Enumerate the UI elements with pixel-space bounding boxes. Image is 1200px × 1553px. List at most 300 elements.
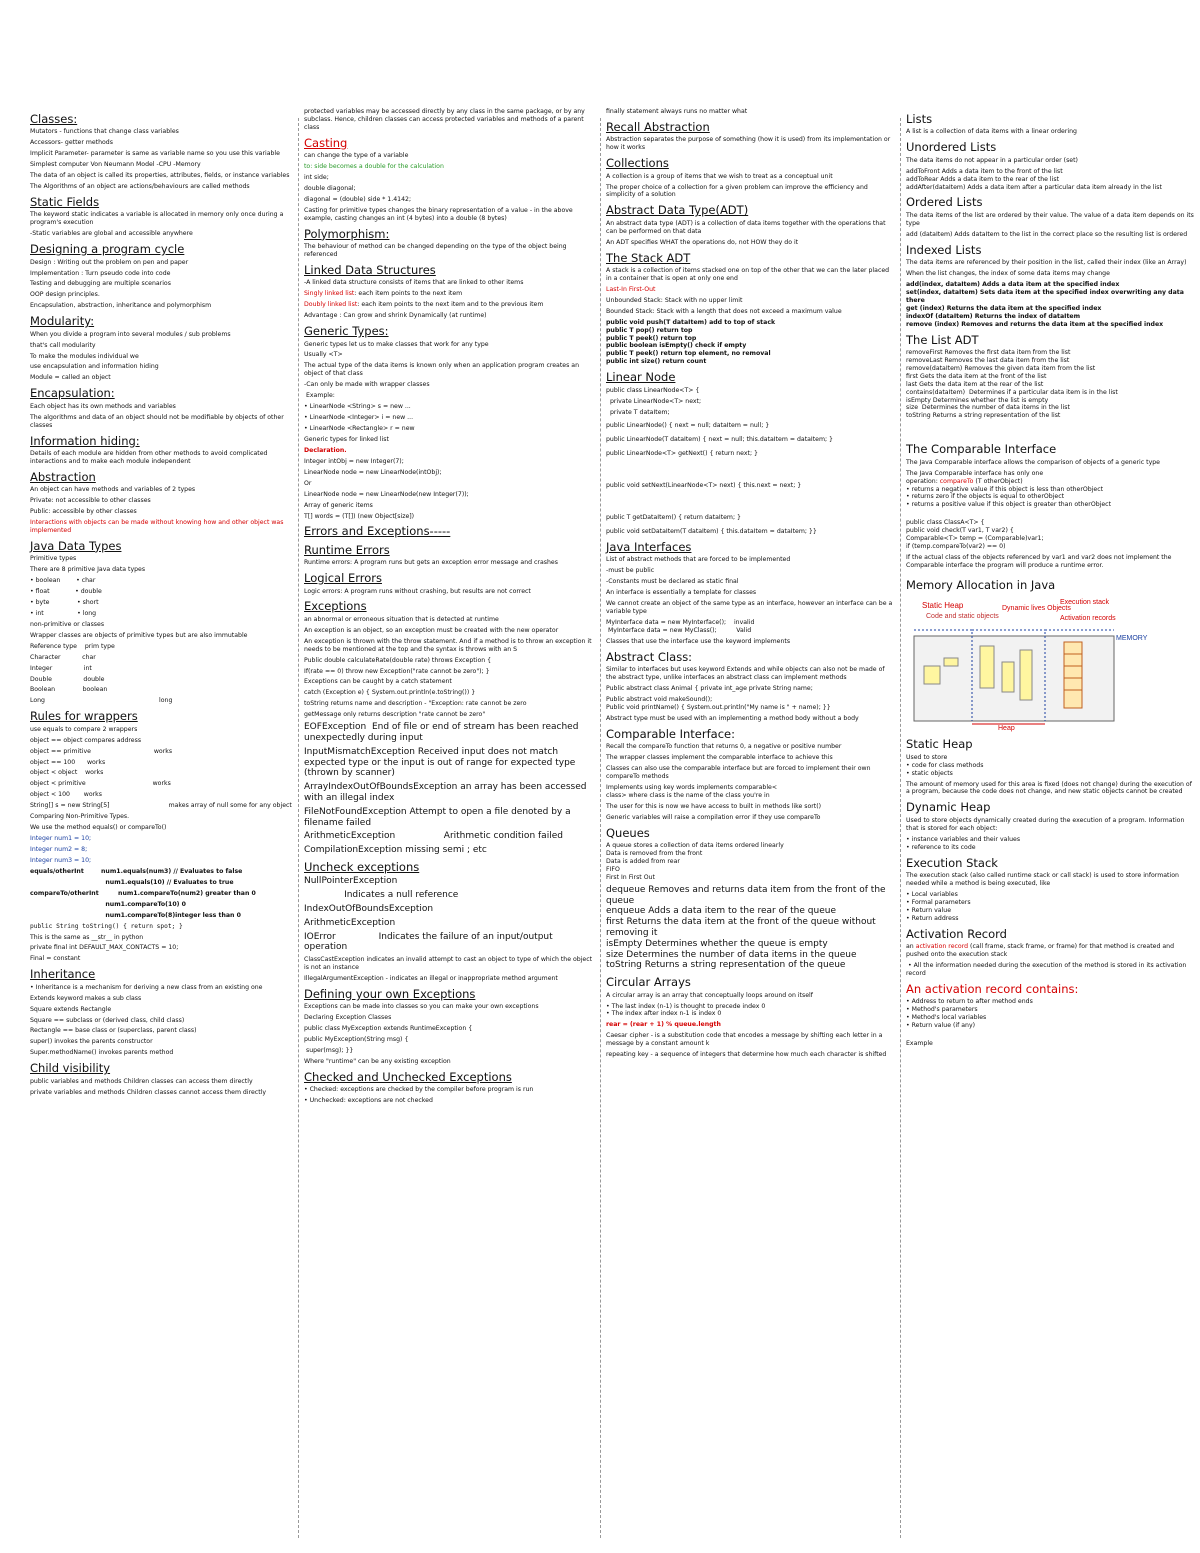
text: private final int DEFAULT_MAX_CONTACTS = 10; <box>30 944 179 952</box>
text: class> where class is the name of the class you're in <box>606 791 770 799</box>
text: • returns a negative value if this object is less than otherObject <box>906 485 1104 493</box>
text: An interface is essentially a template for classes <box>606 589 757 597</box>
section-heading: Rules for wrappers <box>30 709 138 724</box>
text: Data is removed from the front <box>606 850 703 858</box>
section-heading: Recall Abstraction <box>606 119 710 134</box>
section-heading: Information hiding: <box>30 433 140 448</box>
text: ArithmeticException <box>304 917 396 928</box>
section-heading: Memory Allocation in Java <box>906 577 1056 592</box>
text: • Method's parameters <box>906 1005 978 1013</box>
text: finally statement always runs no matter what <box>606 108 748 115</box>
text: The wrapper classes implement the comparable interface to achieve this <box>606 754 833 762</box>
text: Unbounded Stack: Stack with no upper limit <box>606 296 743 304</box>
text: dequeue Removes and returns data item from the front of the queue <box>606 884 889 906</box>
text: IndexOutOfBoundsException <box>304 903 434 914</box>
section-heading: An activation record contains: <box>906 981 1079 996</box>
text: isEmpty Determines whether the queue is empty <box>606 938 828 949</box>
section-heading: Classes: <box>30 112 78 126</box>
text <box>906 478 1196 486</box>
text: object < 100 works <box>30 791 102 799</box>
text: Extends keyword makes a sub class <box>30 994 142 1002</box>
text: Classes can also use the comparable interface but are forced to implement their own compareTo methods <box>606 765 873 781</box>
text: repeating key - a sequence of integers that determine how much each character is shifted <box>606 1051 887 1059</box>
text: MyInterface data = new MyInterface(); invalid <box>606 619 755 627</box>
text: object == object compares address <box>30 736 142 744</box>
section-heading: Activation Record <box>906 926 1007 941</box>
text: OOP design principles. <box>30 291 100 299</box>
text: Rectangle == base class or (superclass, parent class) <box>30 1027 197 1035</box>
text: Abstraction separates the purpose of something (how it is used) from its implementation or how it works <box>606 136 893 152</box>
text: public MyException(String msg) { <box>304 1036 409 1044</box>
text: removeLast Removes the last data item from the list <box>906 356 1070 364</box>
text: Details of each module are hidden from other methods to avoid complicated interactions and to make each module independent <box>30 449 270 465</box>
text: Public abstract class Animal { private int_age private String name; <box>606 685 813 693</box>
text: Usually <T> <box>304 351 343 359</box>
section-heading: Comparable Interface: <box>606 726 735 741</box>
text: FileNotFoundException Attempt to open a file denoted by a filename failed <box>304 806 574 828</box>
section-heading: Runtime Errors <box>304 542 390 557</box>
text: double diagonal; <box>304 185 356 192</box>
text: The data items do not appear in a particular order (set) <box>906 156 1078 164</box>
text: private variables and methods Children classes cannot access them directly <box>30 1088 267 1096</box>
section-heading: Checked and Unchecked Exceptions <box>304 1069 512 1084</box>
text: -must be public <box>606 567 655 575</box>
section-heading: Polymorphism: <box>304 226 390 241</box>
text: Exceptions can be caught by a catch statement <box>304 678 452 686</box>
text: first Returns the data item at the front of the queue without removing it <box>606 917 879 938</box>
text: Classes that use the interface use the keyword implements <box>606 637 791 645</box>
text: Mutators - functions that change class variables <box>30 128 179 136</box>
text: NullPointerException <box>304 876 398 887</box>
text: super() invokes the parents constructor <box>30 1038 153 1046</box>
text: There are 8 primitive Java data types <box>30 566 146 574</box>
text: last Gets the data item at the rear of the list <box>906 380 1044 388</box>
text: object < object works <box>30 769 104 777</box>
text: The Algorithms of an object are actions/behaviours are called methods <box>30 183 250 191</box>
code-text: public T pop() return top <box>606 326 693 334</box>
text: addToRear Adds a data item to the rear of the list <box>906 175 1060 183</box>
text: • Return value (if any) <box>906 1021 976 1029</box>
text: (T otherObject) <box>973 477 1023 485</box>
text: Caesar cipher - is a substitution code that encodes a message by shifting each letter in a message by a constant amount k <box>606 1032 885 1048</box>
text: An exception is thrown with the throw statement. And if a method is to throw an exception it needs to be mentioned at the top and the syntax is throws with an S <box>304 637 594 653</box>
text: • The last index (n-1) is thought to precede index 0 <box>606 1002 766 1010</box>
section-heading: Java Data Types <box>30 538 122 553</box>
text: The proper choice of a collection for a given problem can improve the efficiency and simplicity of a solution <box>606 183 870 199</box>
text: Accessors- getter methods <box>30 139 113 147</box>
code-text: public String toString() { return spot; } <box>30 922 183 930</box>
section-heading: Linked Data Structures <box>304 263 436 277</box>
text: public void setDataItem(T dataItem) { this.dataItem = dataItem; }} <box>606 528 817 536</box>
section-heading: The Comparable Interface <box>906 442 1057 457</box>
text: catch (Exception e) { System.out.println(e.toString()) } <box>304 689 476 697</box>
memory-diagram <box>910 596 1148 733</box>
text: EOFException End of file or end of stream has been reached unexpectedly during input <box>304 722 582 743</box>
section-heading: Logical Errors <box>304 571 382 586</box>
static-object-block <box>944 658 958 666</box>
text: contains(dataItem) Determines if a particular data item is in the list <box>906 388 1118 396</box>
section-heading: The Stack ADT <box>606 250 691 265</box>
section-heading: Queues <box>606 825 650 840</box>
text: Advantage : Can grow and shrink Dynamically (at runtime) <box>304 312 487 320</box>
text: add(index, dataItem) Adds a data item at the specified index <box>906 280 1120 288</box>
section-heading: Indexed Lists <box>906 242 982 257</box>
text: T[] words = (T[]) (new Object[size]) <box>304 512 415 520</box>
text: First In First Out <box>606 873 655 881</box>
text: private LinearNode<T> next; <box>606 397 702 405</box>
section-heading: Static Fields <box>30 195 100 209</box>
text: If the actual class of the objects referenced by var1 and var2 does not implement the Comparable interface the program will produce a runtime error. <box>906 554 1174 569</box>
text: LinearNode node = new LinearNode(intObj); <box>304 468 442 476</box>
code-text: public T peek() return top element, no removal <box>606 350 771 358</box>
section-heading: The List ADT <box>906 332 979 347</box>
code-text: public T peek() return top <box>606 334 697 342</box>
text: • returns zero if the objects is equal to otherObject <box>906 493 1065 501</box>
text: super(msg); }} <box>304 1047 354 1055</box>
text: Design : Writing out the problem on pen and paper <box>30 258 189 266</box>
text: Indicates a null reference <box>304 890 459 901</box>
text: Generic types let us to make classes that work for any type <box>304 340 489 348</box>
text: The data items are referenced by their position in the list, called their index (like an Array) <box>906 259 1187 266</box>
text: Each object has its own methods and variables <box>30 402 176 410</box>
code-text: num1.compareTo(8)integer less than 0 <box>30 911 241 919</box>
text <box>304 301 594 309</box>
text: List of abstract methods that are forced to be implemented <box>606 556 791 564</box>
text: Long long <box>30 697 173 705</box>
code-static-label: Code and static objects <box>926 613 999 621</box>
text: ArrayIndexOutOfBoundsException an array has been accessed with an illegal index <box>304 782 590 803</box>
text: an abnormal or erroneous situation that is detected at runtime <box>304 615 499 623</box>
highlight-text: Interactions with objects can be made without knowing how and other object was implemented <box>30 518 286 534</box>
section-heading: Collections <box>606 156 669 171</box>
text: can change the type of a variable <box>304 152 409 160</box>
text: Generic types for linked list <box>304 435 389 443</box>
text: Private: not accessible to other classes <box>30 497 151 505</box>
text: remove (index) Removes and returns the data item at the specified index <box>906 320 1164 328</box>
text: This is the same as __str__ in python <box>30 933 144 941</box>
section-heading: Defining your own Exceptions <box>304 986 476 1001</box>
text: Reference type prim type <box>30 642 115 650</box>
text: An abstract data type (ADT) is a collection of data items together with the operations that can be performed on that data <box>606 219 888 235</box>
cheat-sheet-page <box>30 108 1200 1548</box>
text: FIFO <box>606 865 620 873</box>
section-heading: Designing a program cycle <box>30 242 185 257</box>
text: an <box>906 942 916 950</box>
text: The actual type of the data items is known only when an application program creates an object of that class <box>304 362 581 378</box>
section-heading: Ordered Lists <box>906 195 983 210</box>
text: ClassCastException indicates an invalid attempt to cast an object to type of which the object is not an instance <box>304 956 595 972</box>
text: IllegalArgumentException - indicates an illegal or inappropriate method argument <box>304 974 558 982</box>
text: A list is a collection of data items with a linear ordering <box>906 128 1077 136</box>
text: The keyword static indicates a variable is allocated in memory only once during a program's execution <box>30 211 286 227</box>
text: indexOf (dataItem) Returns the index of dataItem <box>906 312 1081 320</box>
highlight-text: activation record <box>915 942 969 950</box>
text: • Return address <box>906 914 959 922</box>
text: IOError Indicates the failure of an input/output operation <box>304 931 556 953</box>
text: toString returns name and description - "Exception: rate cannot be zero <box>304 700 527 708</box>
section-heading: Uncheck exceptions <box>304 859 420 874</box>
text: The execution stack (also called runtime stack or call stack) is used to store information needed while a method is being executed, like <box>906 871 1181 887</box>
highlight-text: compareTo <box>939 477 974 485</box>
code-text: public int size() return count <box>606 358 707 366</box>
section-heading: Unordered Lists <box>906 140 997 155</box>
static-object-block <box>924 666 940 684</box>
text: public void setNext(LinearNode<T> next) { this.next = next; } <box>606 482 802 490</box>
text: public LinearNode<T> getNext() { return next; } <box>606 450 758 458</box>
execution-stack-label: Execution stack <box>1060 599 1110 607</box>
text: size Determines the number of data items in the list <box>906 404 1070 412</box>
section-heading: Generic Types: <box>304 324 389 339</box>
section-heading: Circular Arrays <box>606 975 691 990</box>
text: Integer intObj = new Integer(7); <box>304 457 404 465</box>
code-text: public void push(T dataItem) add to top of stack <box>606 318 776 326</box>
text: Where "runtime" can be any existing exception <box>304 1057 451 1065</box>
code-text: Integer num2 = 8; <box>30 846 88 853</box>
text: object == 100 works <box>30 758 106 766</box>
text: addToFront Adds a data item to the front of the list <box>906 167 1063 175</box>
text: To make the modules individual we <box>30 352 139 360</box>
code-text: num1.equals(10) // Evaluates to true <box>30 878 234 886</box>
text: Public double calculateRate(double rate) throws Exception { <box>304 656 492 664</box>
text <box>304 290 594 298</box>
text: • Inheritance is a mechanism for deriving a new class from an existing one <box>30 983 263 991</box>
text: Public void printName() { System.out.println("My name is " + name); }} <box>606 704 831 711</box>
section-heading: Static Heap <box>906 737 973 752</box>
heap-object-block <box>980 646 994 688</box>
text: Primitive types <box>30 555 77 563</box>
text: Comparable<T> temp = (Comparable)var1; <box>906 535 1044 543</box>
text: -A linked data structure consists of items that are linked to other items <box>304 279 524 287</box>
code-text: Integer num1 = 10; <box>30 835 92 843</box>
heap-object-block <box>1002 662 1014 692</box>
text: Testing and debugging are multiple scenarios <box>30 280 171 288</box>
text: remove(dataItem) Removes the given data item from the list <box>906 364 1096 372</box>
text: The data of an object is called its properties, attributes, fields, or instance variables <box>30 172 290 180</box>
highlight-text: Doubly linked list <box>304 301 358 309</box>
text: The Java Comparable interface has only one <box>906 469 1044 477</box>
text: Super.methodName() invokes parents method <box>30 1049 174 1057</box>
column-3 <box>606 108 896 1538</box>
text: An object can have methods and variables of 2 types <box>30 486 196 494</box>
text: • boolean • char <box>30 577 96 585</box>
text: An exception is an object, so an exception must be created with the new operator <box>304 626 559 634</box>
text: isEmpty Determines whether the list is empty <box>906 396 1049 404</box>
text: int side; <box>304 174 329 182</box>
text: An ADT specifies WHAT the operations do, not HOW they do it <box>606 238 799 246</box>
text: object == primitive works <box>30 747 173 755</box>
section-heading: Child visibility <box>30 1061 111 1076</box>
column-1 <box>30 108 292 1538</box>
text: Implements using key words implements comparable< <box>606 784 778 791</box>
memory-diagram-svg <box>910 596 1148 733</box>
text: Simplest computer Von Neumann Model -CPU -Memory <box>30 161 201 169</box>
text: • The index after index n-1 is index 0 <box>606 1010 722 1018</box>
text: • Unchecked: exceptions are not checked <box>304 1097 433 1105</box>
text: MyInterface data = new MyClass(); Valid <box>606 627 752 634</box>
code-text: equals/otherInt num1.equals(num3) // Evaluates to false <box>30 867 243 875</box>
section-heading: Lists <box>906 112 933 126</box>
code-text: public boolean isEmpty() check if empty <box>606 342 747 350</box>
text: Module = called an object <box>30 374 111 382</box>
text: When you divide a program into several modules / sub problems <box>30 330 231 338</box>
text: size Determines the number of data items in the queue <box>606 949 857 960</box>
text: • LinearNode <Rectangle> r = new <box>304 425 415 432</box>
column-divider <box>298 118 299 1538</box>
text: Encapsulation, abstraction, inheritance and polymorphism <box>30 302 212 310</box>
text: • Local variables <box>906 890 958 898</box>
text: Used to store objects dynamically created during the execution of a program. Information that is stored for each object: <box>906 816 1187 832</box>
section-heading: Java Interfaces <box>606 540 692 555</box>
text: A queue stores a collection of data items ordered linearly <box>606 842 784 850</box>
text: Implementation : Turn pseudo code into code <box>30 269 171 277</box>
text: public T getDataItem() { return dataItem; } <box>606 514 741 522</box>
text: Boolean boolean <box>30 686 108 694</box>
text: • Address to return to after method ends <box>906 998 1033 1005</box>
text: Data is added from rear <box>606 858 680 865</box>
text: The user for this is now we have access to built in methods like sort() <box>606 802 822 810</box>
text: A stack is a collection of items stacked one on top of the other that we can the later placed in a container that is open at only one end <box>606 266 892 282</box>
text: Integer int <box>30 664 92 672</box>
text: Public abstract void makeSound(); <box>606 696 713 704</box>
text: Final = constant <box>30 955 81 963</box>
text: Example <box>906 1039 933 1047</box>
text: if (temp.compareTo(var2) == 0) <box>906 543 1006 551</box>
column-divider <box>600 118 601 1538</box>
heap-label: Heap <box>998 725 1015 733</box>
text: operation: <box>906 477 940 485</box>
text: Double double <box>30 675 105 683</box>
stack-frame-block <box>1064 642 1082 708</box>
text: -Static variables are global and accessible anywhere <box>30 230 193 238</box>
section-heading: Errors and Exceptions----- <box>304 524 451 539</box>
text: The data items of the list are ordered by their value. The value of a data item depends on its type <box>906 211 1196 227</box>
text: • Return value <box>906 906 952 914</box>
text: public LinearNode(T dataItem) { next = null; this.dataItem = dataItem; } <box>606 436 833 444</box>
text: Casting for primitive types changes the binary representation of a value - in the above example, casting changes an int (4 bytes) into a double (8 bytes) <box>304 206 575 222</box>
section-heading: Inheritance <box>30 967 96 982</box>
section-heading: Casting <box>304 135 348 150</box>
highlight-text: rear = (rear + 1) % queue.length <box>606 1021 721 1029</box>
text: public class LinearNode<T> { <box>606 386 700 394</box>
text: addAfter(dataItem) Adds a data item after a particular data item already in the list <box>906 183 1162 191</box>
text: • code for class methods <box>906 761 984 769</box>
text: getMessage only returns description "rate cannot be zero" <box>304 711 486 719</box>
text: • All the information needed during the execution of the method is stored in its activation record <box>906 961 1189 977</box>
memory-label: MEMORY <box>1116 635 1148 643</box>
text: -Can only be made with wrapper classes <box>304 381 430 389</box>
text: Wrapper classes are objects of primitive types but are also immutable <box>30 631 248 639</box>
text: • static objects <box>906 769 953 777</box>
highlight-text: to: side becomes a double for the calculation <box>304 163 444 171</box>
text: toString Returns a string representation of the list <box>906 412 1061 420</box>
text: Abstract type must be used with an implementing a method body without a body <box>606 714 859 722</box>
section-heading: Encapsulation: <box>30 386 115 401</box>
text: public LinearNode() { next = null; dataItem = null; } <box>606 422 770 430</box>
text: -Constants must be declared as static final <box>606 578 739 586</box>
text: public class ClassA<T> { <box>906 519 985 527</box>
text: diagonal = (double) side * 1.4142; <box>304 195 412 203</box>
section-heading: Dynamic Heap <box>906 800 991 815</box>
text: object < primitive works <box>30 780 171 788</box>
text: • int • long <box>30 609 97 617</box>
text: Used to store <box>906 753 948 761</box>
column-divider <box>900 118 901 1538</box>
text: String[] s = new String[5] makes array of null some for any object <box>30 802 292 810</box>
text: Recall the compareTo function that returns 0, a negative or positive number <box>606 743 842 751</box>
section-heading: Exceptions <box>304 599 367 614</box>
text: add (dataItem) Adds dataItem to the list in the correct place so the resulting list is ordered <box>906 230 1188 238</box>
text: protected variables may be accessed directly by any class in the same package, or by any subclass. Hence, children classes can access protected variables and methods of a parent class <box>304 108 587 131</box>
text: set(index, dataItem) Sets data item at the specified index overwriting any data there <box>906 288 1187 304</box>
text: Array of generic items <box>304 501 373 509</box>
highlight-text: Declaration. <box>304 446 347 454</box>
text: If(rate == 0) throw new Exception("rate cannot be zero"); } <box>304 667 490 675</box>
text: public class MyException extends RuntimeException { <box>304 1025 473 1033</box>
highlight-text: Last-In First-Out <box>606 285 656 293</box>
text: Example: <box>304 392 335 400</box>
dynamic-label: Dynamic lives Objects <box>1002 605 1071 613</box>
text: We cannot create an object of the same type as an interface, however an interface can be a variable type <box>606 600 895 616</box>
text: Generic variables will raise a compilation error if they use compareTo <box>606 813 821 821</box>
text: Character char <box>30 653 96 661</box>
text: • returns a positive value if this object is greater than otherObject <box>906 501 1111 509</box>
text: • LinearNode <Integer> i = new ... <box>304 414 414 422</box>
text: Square == subclass or (derived class, child class) <box>30 1016 185 1024</box>
text: CompilationException missing semi ; etc <box>304 845 487 856</box>
text: Implicit Parameter- parameter is same as variable name so you use this variable <box>30 150 280 158</box>
text: • byte • short <box>30 598 99 606</box>
text: • Formal parameters <box>906 898 971 906</box>
text: LinearNode node = new LinearNode(new Integer(7)); <box>304 490 469 498</box>
text: Bounded Stack: Stack with a length that does not exceed a maximum value <box>606 307 842 315</box>
text: enqueue Adds a data item to the rear of the queue <box>606 906 836 917</box>
code-text: compareTo/otherInt num1.compareTo(num2) greater than 0 <box>30 889 256 897</box>
text: Logic errors: A program runs without crashing, but results are not correct <box>304 587 531 595</box>
text: Square extends Rectangle <box>30 1005 112 1013</box>
text: Similar to interfaces but uses keyword Extends and while objects can also not be made of the abstract type, unlike interfaces an abstract class can implement methods <box>606 666 887 682</box>
text: • Method's local variables <box>906 1013 987 1021</box>
code-text: num1.compareTo(10) 0 <box>30 900 186 908</box>
column-4 <box>906 108 1196 1538</box>
text: The amount of memory used for this area is fixed (does not change) during the execution of a program, because the code does not change, and new static objects cannot be created <box>906 780 1194 796</box>
text: When the list changes, the index of some data items may change <box>906 269 1110 277</box>
text: • Checked: exceptions are checked by the compiler before program is run <box>304 1086 534 1094</box>
text: (call frame, stack frame, or frame) for that method is created and pushed onto the execution stack <box>906 942 1176 958</box>
heap-object-block <box>1020 650 1032 700</box>
text: Or <box>304 479 312 487</box>
section-heading: Execution Stack <box>906 855 998 870</box>
text: Runtime errors: A program runs but gets an exception error message and crashes <box>304 559 558 567</box>
section-heading: Linear Node <box>606 370 676 385</box>
text: : each item points to the next item and to the previous item <box>357 301 544 309</box>
text: : each item points to the next item <box>354 290 463 298</box>
text: The behaviour of method can be changed depending on the type of the object being referenced <box>304 243 569 259</box>
section-heading: Abstract Data Type(ADT) <box>606 203 749 218</box>
text: use encapsulation and information hiding <box>30 363 159 371</box>
text: We use the method equals() or compareTo() <box>30 824 167 832</box>
text: • float • double <box>30 588 102 595</box>
text <box>906 943 1196 959</box>
text: The Java Comparable interface allows the comparison of objects of a generic type <box>906 458 1160 466</box>
text: The algorithms and data of an object should not be modifiable by objects of other classes <box>30 413 286 429</box>
text: Comparing Non-Primitive Types. <box>30 813 130 821</box>
highlight-text: Singly linked list <box>304 290 355 298</box>
text: Exceptions can be made into classes so you can make your own exceptions <box>304 1003 539 1011</box>
text: • instance variables and their values <box>906 835 1021 843</box>
text: get (index) Returns the data item at the specified index <box>906 304 1102 312</box>
code-text: Integer num3 = 10; <box>30 856 92 864</box>
text: private T dataItem; <box>606 408 670 416</box>
